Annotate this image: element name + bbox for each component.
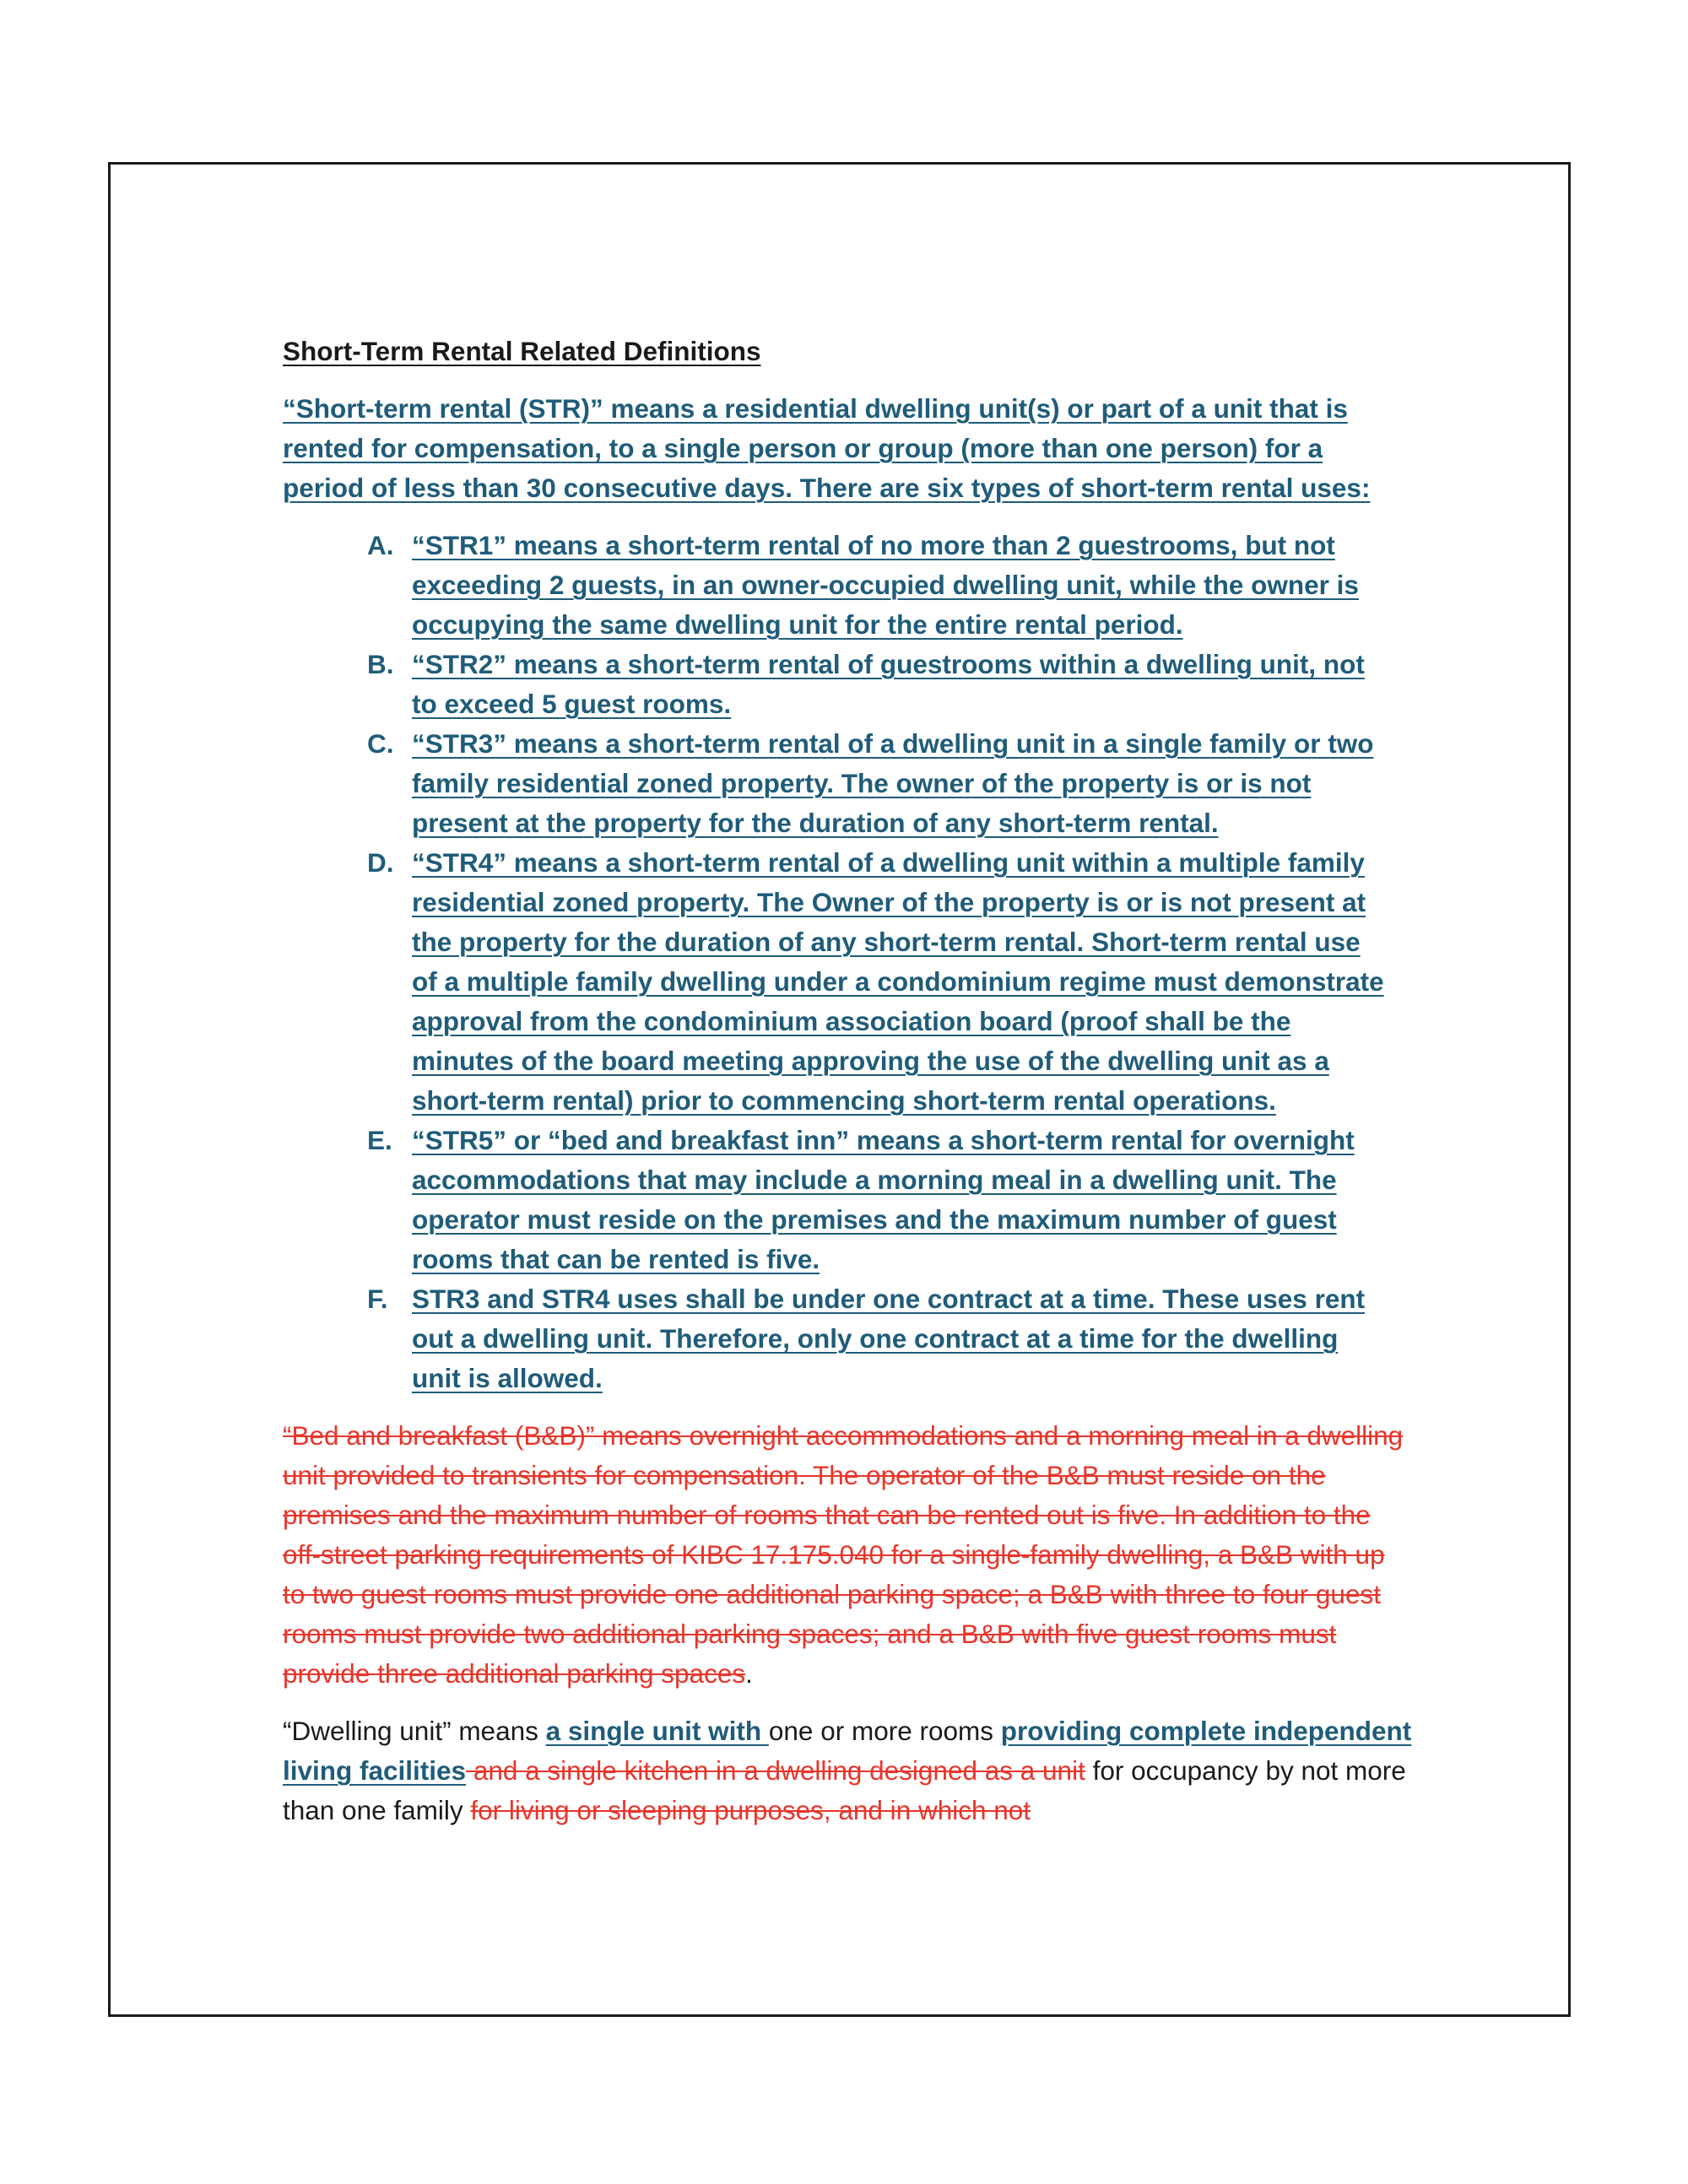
section-heading: Short-Term Rental Related Definitions xyxy=(283,336,761,366)
inserted-text: “STR1” means a short-term rental of no more than 2 guestrooms, but not exceeding 2 guests, in an owner-occupied dwelling unit, while the owner is occupying the same dwelling unit for the entire rental period. xyxy=(412,530,1359,640)
str-definition xyxy=(283,389,1397,508)
plain-text: one or more rooms xyxy=(768,1716,1001,1746)
period: . xyxy=(745,1658,753,1689)
str-types-list xyxy=(283,526,1414,1398)
document-body xyxy=(283,332,1414,1848)
list-item xyxy=(367,1121,1378,1279)
inserted-text: “Short-term rental (STR)” means a residential dwelling unit(s) or part of a unit that is rented for compensation, to a single person or group (more than one person) for a period of less than 30 consecutive days. There are six types of short-term rental uses: xyxy=(283,393,1371,503)
list-marker: A. xyxy=(367,530,394,560)
deleted-text: for living or sleeping purposes, and in which not xyxy=(470,1795,1031,1825)
list-marker: E. xyxy=(367,1125,392,1155)
list-item xyxy=(367,1279,1378,1398)
inserted-text: providing complete independent living facilities xyxy=(283,1716,1412,1786)
plain-text: for occupancy by not more than one family xyxy=(283,1755,1406,1825)
list-marker: B. xyxy=(367,649,394,679)
list-item xyxy=(367,526,1378,645)
inserted-text: STR3 and STR4 uses shall be under one contract at a time. These uses rent out a dwelling unit. Therefore, only one contract at a time for the dwelling unit is allowed. xyxy=(412,1284,1366,1393)
list-item xyxy=(367,724,1378,843)
deleted-text: and a single kitchen in a dwelling designed as a unit xyxy=(466,1755,1085,1786)
list-item xyxy=(367,843,1391,1121)
inserted-text: a single unit with xyxy=(545,1716,769,1746)
list-marker: D. xyxy=(367,847,394,878)
inserted-text: “STR2” means a short-term rental of guestrooms within a dwelling unit, not to exceed 5 guest rooms. xyxy=(412,649,1365,719)
inserted-text: “STR3” means a short-term rental of a dwelling unit in a single family or two family residential zoned property. The owner of the property is or is not present at the property for the duration of any short-term rental. xyxy=(412,728,1374,838)
deleted-text: “Bed and breakfast (B&B)” means overnight accommodations and a morning meal in a dwelling unit provided to transients for compensation. The operator of the B&B must reside on the premises and the maximum number of rooms that can be rented out is five. In addition to the off-street parking requirements of KIBC 17.175.040 for a single-family dwelling, a B&B with up to two guest rooms must provide one additional parking space; a B&B with three to four guest rooms must provide two additional parking spaces; and a B&B with five guest rooms must provide three additional parking spaces xyxy=(283,1420,1404,1689)
inserted-text: “STR5” or “bed and breakfast inn” means a short-term rental for overnight accommodations that may include a morning meal in a dwelling unit. The operator must reside on the premises and the maximum number of guest rooms that can be rented is five. xyxy=(412,1125,1355,1274)
list-marker: C. xyxy=(367,728,394,759)
list-marker: F. xyxy=(367,1284,388,1314)
dwelling-unit-definition xyxy=(283,1711,1414,1830)
inserted-text: “STR4” means a short-term rental of a dwelling unit within a multiple family residential zoned property. The Owner of the property is or is not present at the property for the duration of any short-term rental. Short-term rental use of a multiple family dwelling under a condominium regime must demonstrate approval from the condominium association board (proof shall be the minutes of the board meeting approving the use of the dwelling unit as a short-term rental) prior to commencing short-term rental operations. xyxy=(412,847,1384,1116)
bnb-definition-deleted xyxy=(283,1416,1414,1694)
list-item xyxy=(367,645,1378,724)
plain-text: “Dwelling unit” means xyxy=(283,1716,546,1746)
